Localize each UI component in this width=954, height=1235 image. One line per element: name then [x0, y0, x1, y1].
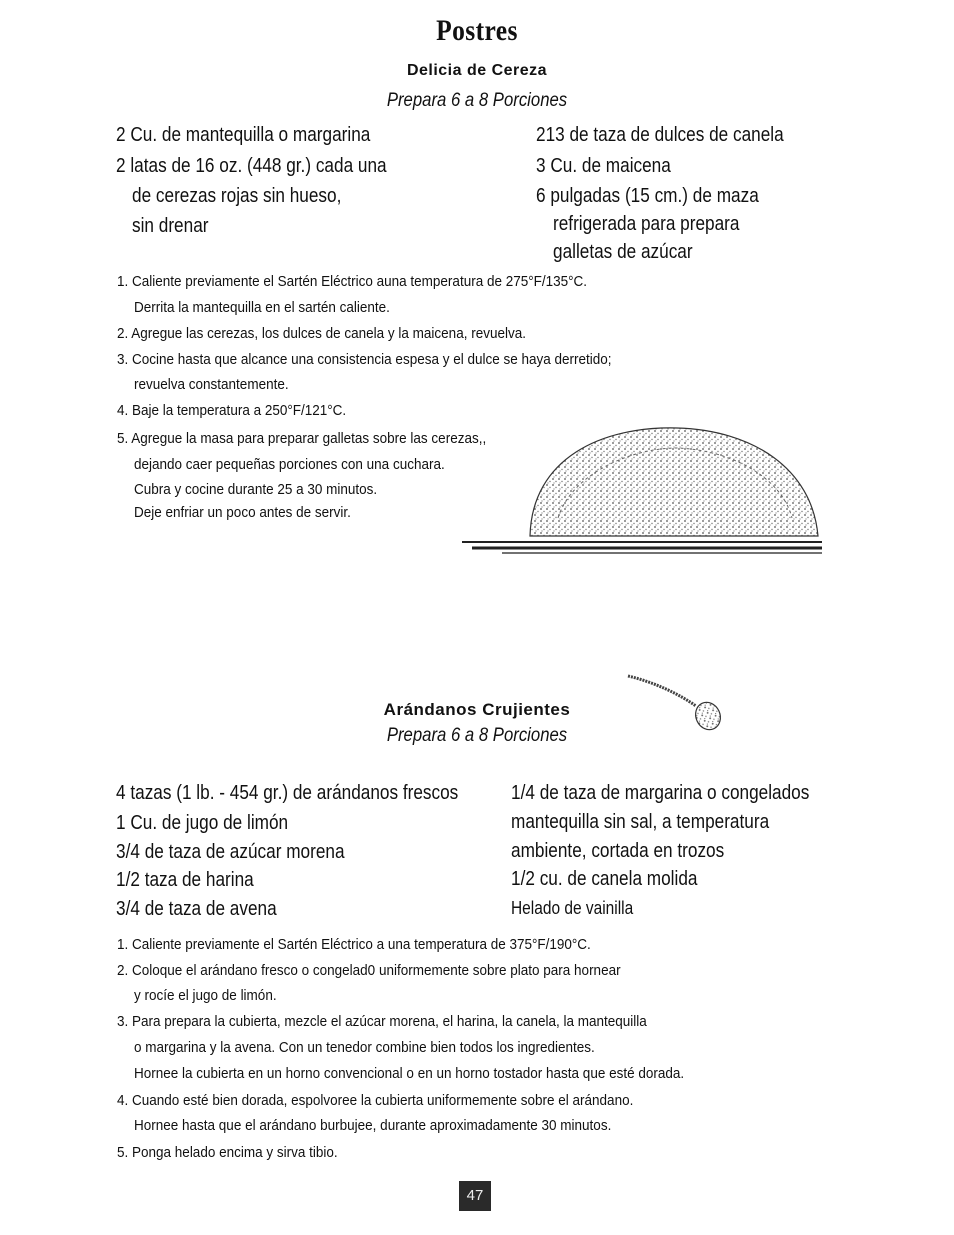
- step-line: dejando caer pequeñas porciones con una cuchara.: [134, 456, 445, 473]
- recipe-2-title: Arándanos Crujientes: [383, 700, 571, 719]
- cobbler-dish-illustration: [462, 418, 824, 560]
- step-line: Hornee hasta que el arándano burbujee, durante aproximadamente 30 minutos.: [134, 1117, 612, 1134]
- step-line: 5. Agregue la masa para preparar galletas sobre las cerezas,,: [117, 430, 487, 447]
- step-line: 2. Coloque el arándano fresco o congelad0 uniformemente sobre plato para hornear: [117, 962, 621, 979]
- ingredient-line: 2 Cu. de mantequilla o margarina: [116, 124, 371, 146]
- spoon-illustration: [624, 670, 724, 740]
- ingredient-line: galletas de azúcar: [553, 241, 693, 263]
- step-line: 4. Baje la temperatura a 250°F/121°C.: [117, 402, 347, 419]
- ingredient-line: mantequilla sin sal, a temperatura: [511, 811, 770, 833]
- ingredient-line: 1 Cu. de jugo de limón: [116, 812, 289, 834]
- recipe-1-title: Delicia de Cereza: [406, 62, 548, 79]
- ingredient-line: de cerezas rojas sin hueso,: [132, 185, 342, 207]
- ingredient-line: 4 tazas (1 lb. - 454 gr.) de arándanos frescos: [116, 782, 459, 804]
- ingredient-line: sin drenar: [132, 215, 209, 237]
- step-line: 5. Ponga helado encima y sirva tibio.: [117, 1144, 338, 1161]
- step-line: Hornee la cubierta en un horno convencional o en un horno tostador hasta que esté dorada.: [134, 1065, 685, 1082]
- recipe-1-servings: Prepara 6 a 8 Porciones: [386, 90, 568, 111]
- ingredient-line: 213 de taza de dulces de canela: [536, 124, 784, 146]
- ingredient-line: 3 Cu. de maicena: [536, 155, 671, 177]
- step-line: revuelva constantemente.: [134, 376, 289, 393]
- step-line: 4. Cuando esté bien dorada, espolvoree la cubierta uniformemente sobre el arándano.: [117, 1092, 634, 1109]
- step-line: 3. Cocine hasta que alcance una consistencia espesa y el dulce se haya derretido;: [117, 351, 612, 368]
- step-line: y rocíe el jugo de limón.: [134, 987, 277, 1004]
- step-line: 3. Para prepara la cubierta, mezcle el azúcar morena, el harina, la canela, la mantequilla: [117, 1013, 647, 1030]
- ingredient-line: 2 latas de 16 oz. (448 gr.) cada una: [116, 155, 387, 177]
- page-title: Postres: [436, 14, 518, 47]
- step-line: o margarina y la avena. Con un tenedor combine bien todos los ingredientes.: [134, 1039, 595, 1056]
- ingredient-line: 3/4 de taza de azúcar morena: [116, 841, 345, 863]
- ingredient-line: 1/2 cu. de canela molida: [511, 868, 698, 890]
- ingredient-line: refrigerada para prepara: [553, 213, 740, 235]
- ingredient-line: 6 pulgadas (15 cm.) de maza: [536, 185, 759, 207]
- recipe-2-servings: Prepara 6 a 8 Porciones: [386, 725, 568, 746]
- step-line: Cubra y cocine durante 25 a 30 minutos.: [134, 481, 378, 498]
- step-line: 2. Agregue las cerezas, los dulces de canela y la maicena, revuelva.: [117, 325, 526, 342]
- step-line: Derrita la mantequilla en el sartén caliente.: [134, 299, 390, 316]
- ingredient-line: ambiente, cortada en trozos: [511, 840, 725, 862]
- step-line: Deje enfriar un poco antes de servir.: [134, 504, 351, 521]
- step-line: 1. Caliente previamente el Sartén Eléctrico a una temperatura de 375°F/190°C.: [117, 936, 591, 953]
- ingredient-line: 1/4 de taza de margarina o congelados: [511, 782, 810, 804]
- ingredient-line: Helado de vainilla: [511, 898, 634, 918]
- step-line: 1. Caliente previamente el Sartén Eléctrico auna temperatura de 275°F/135°C.: [117, 273, 588, 290]
- page-number: 47: [459, 1181, 491, 1211]
- ingredient-line: 1/2 taza de harina: [116, 869, 254, 891]
- ingredient-line: 3/4 de taza de avena: [116, 898, 277, 920]
